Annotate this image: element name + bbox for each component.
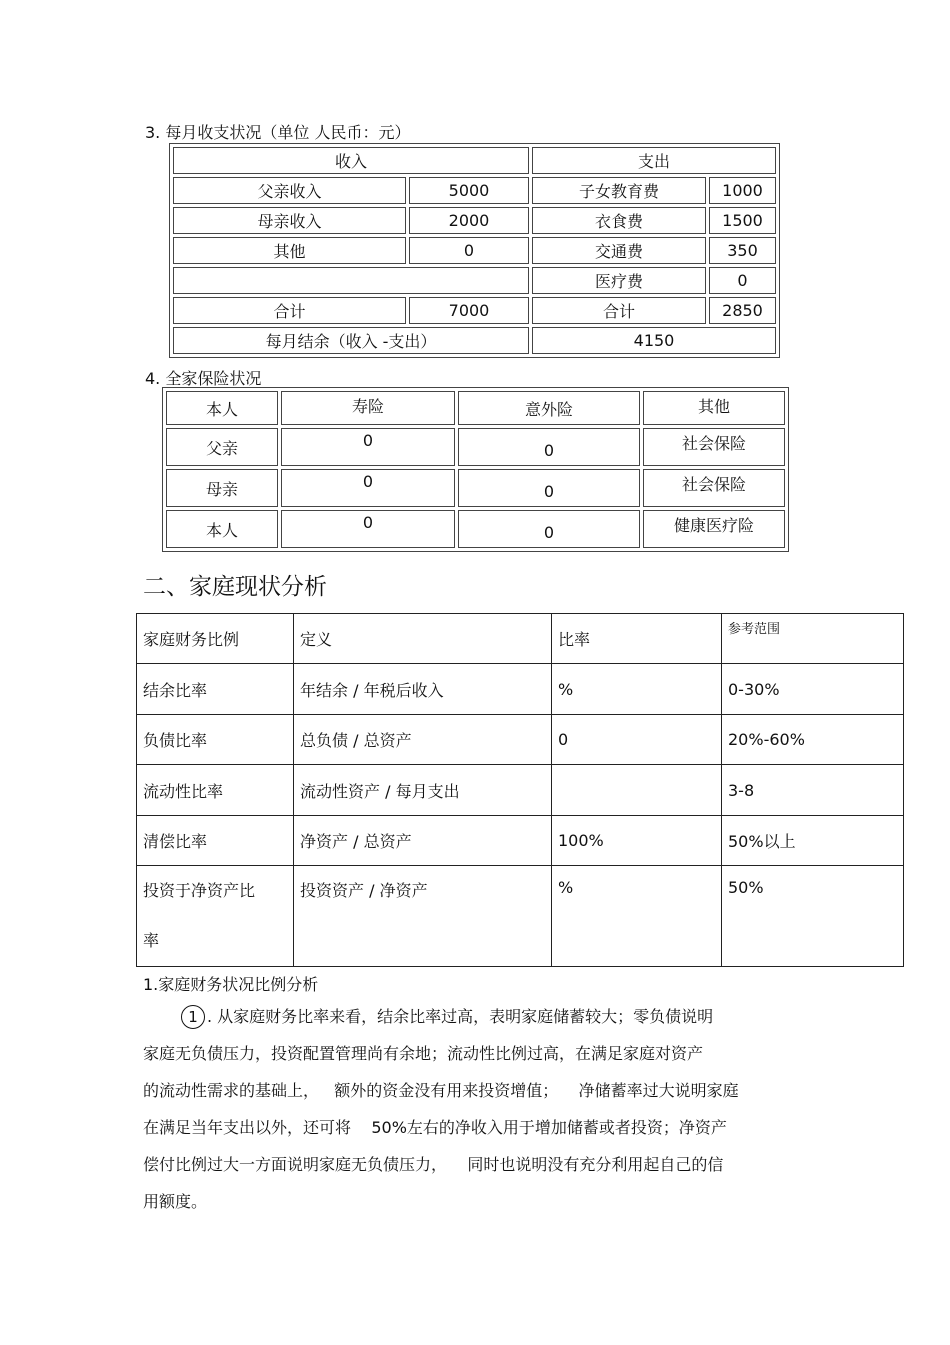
income-label: 父亲收入 — [173, 177, 406, 204]
ins-life: 0 — [281, 510, 455, 548]
ratio-header-name: 家庭财务比例 — [137, 614, 294, 664]
ins-header-person: 本人 — [166, 391, 278, 425]
ratio-rate: 0 — [552, 715, 722, 765]
ins-person: 本人 — [166, 510, 278, 548]
expense-header: 支出 — [532, 147, 776, 174]
table-row — [173, 177, 776, 204]
table-row — [137, 664, 904, 715]
ratio-name: 流动性比率 — [137, 765, 294, 816]
table-row — [137, 866, 904, 967]
table-row — [173, 147, 776, 174]
income-header: 收入 — [173, 147, 529, 174]
table-row — [137, 715, 904, 765]
income-value: 5000 — [409, 177, 529, 204]
ratio-rate — [552, 765, 722, 816]
ratio-range: 0-30% — [722, 664, 904, 715]
expense-label: 医疗费 — [532, 267, 706, 294]
ratio-header-rate: 比率 — [552, 614, 722, 664]
ratio-name — [137, 866, 294, 967]
ratio-rate: % — [552, 866, 722, 967]
income-empty-cell — [173, 267, 529, 294]
paragraph-line: 家庭无负债压力，投资配置管理尚有余地；流动性比例过高，在满足家庭对资产 — [143, 1044, 704, 1063]
income-value: 2000 — [409, 207, 529, 234]
income-total-label: 合计 — [173, 297, 406, 324]
paragraph-line: 用额度。 — [143, 1192, 208, 1211]
expense-label: 衣食费 — [532, 207, 706, 234]
ratio-name-line2: 率 — [143, 931, 160, 950]
ratio-rate: % — [552, 664, 722, 715]
insurance-heading: 4. 全家保险状况 — [145, 369, 262, 388]
insurance-table — [162, 387, 789, 552]
ratio-range: 20%-60% — [722, 715, 904, 765]
ratio-name: 负债比率 — [137, 715, 294, 765]
income-label: 母亲收入 — [173, 207, 406, 234]
paragraph-line: 偿付比例过大一方面说明家庭无负债压力， 同时也说明没有充分利用起自己的信 — [143, 1155, 724, 1174]
table-row — [173, 327, 776, 354]
ins-life: 0 — [281, 469, 455, 507]
budget-table — [169, 143, 780, 358]
ratio-name: 清偿比率 — [137, 816, 294, 866]
paragraph-line: 的流动性需求的基础上， 额外的资金没有用来投资增值； 净储蓄率过大说明家庭 — [143, 1081, 739, 1100]
ratio-range: 3-8 — [722, 765, 904, 816]
analysis-title: 二、家庭现状分析 — [143, 574, 327, 600]
ins-other: 社会保险 — [643, 428, 785, 466]
surplus-label: 每月结余（收入 -支出） — [173, 327, 529, 354]
table-row — [166, 510, 785, 548]
expense-label: 交通费 — [532, 237, 706, 264]
paragraph-line: 在满足当年支出以外，还可将 50%左右的净收入用于增加储蓄或者投资；净资产 — [143, 1118, 727, 1137]
table-row — [173, 207, 776, 234]
ins-life: 0 — [281, 428, 455, 466]
table-row — [166, 391, 785, 425]
table-row — [173, 267, 776, 294]
table-row — [137, 765, 904, 816]
ratio-definition: 流动性资产 / 每月支出 — [294, 765, 552, 816]
ratio-name-line1: 投资于净资产比 — [143, 881, 256, 900]
expense-value: 0 — [709, 267, 776, 294]
expense-label: 子女教育费 — [532, 177, 706, 204]
expense-total-label: 合计 — [532, 297, 706, 324]
ratio-definition: 总负债 / 总资产 — [294, 715, 552, 765]
ins-header-life: 寿险 — [281, 391, 455, 425]
surplus-value: 4150 — [532, 327, 776, 354]
ins-accident: 0 — [458, 428, 640, 466]
table-row — [173, 237, 776, 264]
expense-value: 350 — [709, 237, 776, 264]
ratio-header-definition: 定义 — [294, 614, 552, 664]
income-label: 其他 — [173, 237, 406, 264]
circled-number-marker: 1 — [181, 1005, 205, 1029]
ratio-definition: 净资产 / 总资产 — [294, 816, 552, 866]
ins-other: 健康医疗险 — [643, 510, 785, 548]
ratio-range: 50%以上 — [722, 816, 904, 866]
ins-header-accident: 意外险 — [458, 391, 640, 425]
ins-other: 社会保险 — [643, 469, 785, 507]
paragraph-text: . 从家庭财务比率来看，结余比率过高，表明家庭储蓄较大；零负债说明 — [207, 1007, 714, 1026]
ins-accident: 0 — [458, 469, 640, 507]
table-row — [173, 297, 776, 324]
paragraph-line — [143, 998, 823, 1035]
analysis-subheading: 1.家庭财务状况比例分析 — [143, 975, 319, 994]
ratio-definition: 年结余 / 年税后收入 — [294, 664, 552, 715]
ratio-range: 50% — [722, 866, 904, 967]
ins-person: 父亲 — [166, 428, 278, 466]
ins-person: 母亲 — [166, 469, 278, 507]
table-row — [137, 614, 904, 664]
ratio-rate: 100% — [552, 816, 722, 866]
ratio-table — [136, 613, 904, 967]
expense-value: 1000 — [709, 177, 776, 204]
ratio-definition: 投资资产 / 净资产 — [294, 866, 552, 967]
income-total-value: 7000 — [409, 297, 529, 324]
ratio-header-range: 参考范围 — [722, 614, 904, 664]
table-row — [166, 428, 785, 466]
analysis-paragraph — [143, 998, 823, 1220]
expense-value: 1500 — [709, 207, 776, 234]
ratio-name: 结余比率 — [137, 664, 294, 715]
ins-header-other: 其他 — [643, 391, 785, 425]
table-row — [137, 816, 904, 866]
table-row — [166, 469, 785, 507]
budget-heading: 3. 每月收支状况（单位 人民币：元） — [145, 123, 411, 142]
expense-total-value: 2850 — [709, 297, 776, 324]
ins-accident: 0 — [458, 510, 640, 548]
income-value: 0 — [409, 237, 529, 264]
